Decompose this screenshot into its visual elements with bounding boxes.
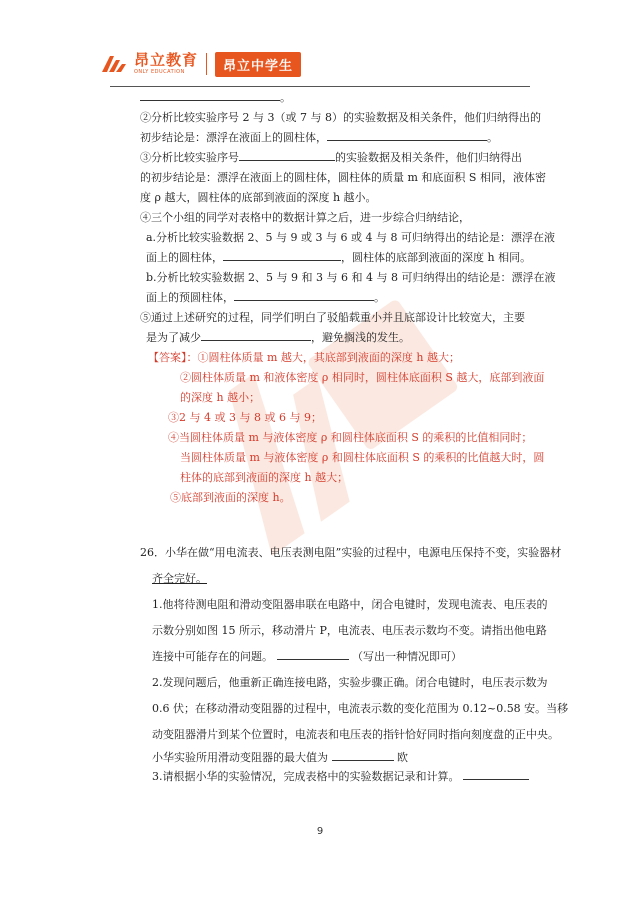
q26-line: 26．小华在做“用电流表、电压表测电阻”实验的过程中，电源电压保持不变，实验器材 (140, 546, 562, 559)
q26-line: 动变阻器滑片到某个位置时，电流表和电压表的指针恰好同时指向刻度盘的正中央。 (152, 728, 559, 741)
answer-blank[interactable] (140, 88, 280, 101)
header-rule (110, 86, 530, 87)
body-text: ②分析比较实验序号 2 与 3（或 7 与 8）的实验数据及相关条件，他们归纳得出的 (140, 111, 541, 124)
answer-blank[interactable] (277, 647, 349, 660)
q26-line (140, 644, 560, 670)
body-line (140, 88, 560, 108)
q26-underlined-text: 齐全完好。 (152, 572, 207, 585)
answer-line: ⑤底部到液面的深度 h。 (170, 491, 291, 504)
body-line (140, 188, 560, 208)
body-line (140, 168, 560, 188)
body-text: ④三个小组的同学对表格中的数据计算之后，进一步综合归纳结论， (140, 211, 470, 224)
answer-line: 柱体的底部到液面的深度 h 越大； (180, 471, 349, 484)
body-line (140, 228, 560, 248)
body-text: 是为了减少 (146, 331, 201, 344)
brand-name: 昂立教育 (134, 51, 199, 69)
flame-logo-icon (98, 52, 128, 76)
body-text: 面上的圆柱体， (146, 251, 223, 264)
body-line (140, 148, 560, 168)
body-text: 的初步结论是：漂浮在液面上的圆柱体，圆柱体的质量 m 和底面积 S 相同，液体密 (140, 171, 546, 184)
body-text: 度 ρ 越大，圆柱体的底部到液面的深度 h 越小。 (140, 191, 377, 204)
answer-blank[interactable] (239, 148, 335, 161)
question-body (140, 88, 560, 508)
body-text: b.分析比较实验数据 2、5 与 9 和 3 与 6 和 4 与 8 可归纳得出的结论是：漂浮在液 (146, 271, 556, 284)
body-text: ⑤通过上述研究的过程，同学们明白了驳船载重小并且底部设计比较宽大，主要 (140, 311, 525, 324)
answer-line: ④当圆柱体质量 m 与液体密度 ρ 和圆柱体底面积 S 的乘积的比值相同时； (168, 431, 533, 444)
body-text: ③分析比较实验序号 (140, 151, 239, 164)
answer-line: ③2 与 4 或 3 与 8 或 6 与 9； (168, 411, 322, 424)
answer-line: ②圆柱体质量 m 和液体密度 ρ 相同时，圆柱体底面积 S 越大，底部到液面 (180, 371, 545, 384)
body-line (140, 108, 560, 128)
q26-text: 连接中可能存在的问题。 (152, 650, 273, 663)
q26-text: 小华实验所用滑动变阻器的最大值为 (152, 751, 328, 764)
q26-line: 0.6 伏；在移动滑动变阻器的过程中，电流表示数的变化范围为 0.12~0.58 安。当移 (152, 702, 569, 715)
body-text: 的实验数据及相关条件，他们归纳得出 (335, 151, 522, 164)
body-text: 。 (374, 291, 385, 304)
answer-blank[interactable] (463, 767, 529, 780)
brand-badge: 昂立中学生 (215, 52, 301, 77)
page-header (98, 50, 301, 78)
answer-blank[interactable] (234, 288, 374, 301)
body-line (140, 128, 560, 148)
body-line (140, 328, 560, 348)
body-line (140, 288, 560, 308)
header-divider (206, 53, 207, 75)
body-text: ，圆柱体的底部到液面的深度 h 相同。 (341, 251, 532, 264)
q26-line: 2.发现问题后，他重新正确连接电路，实验步骤正确。闭合电键时，电压表示数为 (152, 676, 548, 689)
body-text: 。 (487, 131, 498, 144)
q26-text: 欧 (397, 751, 408, 764)
q26-text: （写出一种情况即可） (352, 650, 462, 663)
q26-line: 1.他将待测电阻和滑动变阻器串联在电路中，闭合电键时，发现电流表、电压表的 (152, 598, 548, 611)
answer-blank[interactable] (223, 248, 341, 261)
page-number: 9 (316, 826, 324, 837)
q26-line: 示数分别如图 15 所示，移动滑片 P，电流表、电压表示数均不变。请指出他电路 (152, 624, 547, 637)
body-line (140, 268, 560, 288)
body-line (140, 308, 560, 328)
brand-english: ONLY EDUCATION (134, 69, 185, 75)
body-line (140, 248, 560, 268)
answer-line: 【答案】：①圆柱体质量 m 越大，其底部到液面的深度 h 越大； (148, 351, 460, 364)
q26-line (140, 748, 560, 767)
body-text: 初步结论是：漂浮在液面上的圆柱体， (140, 131, 327, 144)
body-text: a.分析比较实验数据 2、5 与 9 或 3 与 6 或 4 与 8 可归纳得出的结论是：漂浮在液 (146, 231, 556, 244)
answer-blank[interactable] (332, 748, 394, 761)
answer-blank[interactable] (201, 328, 311, 341)
answer-blank[interactable] (327, 128, 487, 141)
answer-line: 的深度 h 越小； (180, 391, 261, 404)
body-line (140, 208, 560, 228)
body-text: ，避免搁浅的发生。 (311, 331, 410, 344)
body-text: 面上的预圆柱体， (146, 291, 234, 304)
answer-line: 当圆柱体质量 m 与液体密度 ρ 和圆柱体底面积 S 的乘积的比值越大时，圆 (180, 451, 545, 464)
body-text: 。 (280, 91, 291, 104)
question-26 (140, 540, 569, 786)
q26-line (140, 566, 560, 592)
q26-text: 3.请根据小华的实验情况，完成表格中的实验数据记录和计算。 (152, 770, 460, 783)
q26-line (140, 767, 560, 786)
brand (134, 53, 198, 75)
